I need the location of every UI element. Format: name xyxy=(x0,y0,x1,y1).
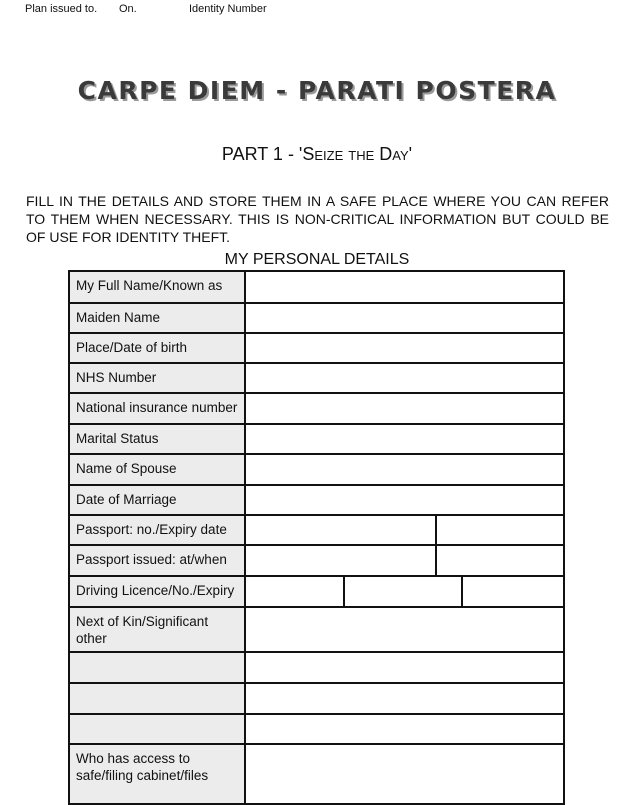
row-national-insurance xyxy=(70,394,563,425)
row-label: Place/Date of birth xyxy=(70,334,246,362)
row-blank xyxy=(70,653,563,684)
row-label: NHS Number xyxy=(70,364,246,392)
section-heading: MY PERSONAL DETAILS xyxy=(224,251,410,268)
document-title: CARPE DIEM - PARATI POSTERA xyxy=(77,76,557,105)
row-passport-issued xyxy=(70,546,563,577)
name-of-spouse-field[interactable] xyxy=(246,455,563,484)
row-date-of-marriage xyxy=(70,486,563,516)
row-passport-number-expiry xyxy=(70,516,563,546)
date-of-marriage-field[interactable] xyxy=(246,486,563,514)
row-label[interactable] xyxy=(70,684,246,713)
row-label: Who has access to safe/filing cabinet/files xyxy=(70,745,246,803)
row-maiden-name xyxy=(70,304,563,334)
row-label: National insurance number xyxy=(70,394,246,423)
full-name-field[interactable] xyxy=(246,272,563,302)
row-marital-status xyxy=(70,425,563,455)
access-to-files-field[interactable] xyxy=(246,745,563,803)
blank-field[interactable] xyxy=(246,684,563,713)
row-label: Passport: no./Expiry date xyxy=(70,516,246,544)
row-label[interactable] xyxy=(70,653,246,682)
row-label: Passport issued: at/when xyxy=(70,546,246,575)
instructions-text: FILL IN THE DETAILS AND STORE THEM IN A SAFE PLACE WHERE YOU CAN REFER TO THEM WHEN NECESSARY. THIS IS NON-CRITICAL INFORMATION BUT COULD BE OF USE FOR IDENTITY THEFT. xyxy=(26,193,609,245)
issued-on-label: On. xyxy=(119,3,137,15)
row-blank xyxy=(70,715,563,745)
row-access-to-files xyxy=(70,745,563,805)
row-label: My Full Name/Known as xyxy=(70,272,246,302)
row-label: Name of Spouse xyxy=(70,455,246,484)
row-label: Marital Status xyxy=(70,425,246,453)
row-blank xyxy=(70,684,563,715)
row-next-of-kin xyxy=(70,608,563,653)
row-label[interactable] xyxy=(70,715,246,743)
maiden-name-field[interactable] xyxy=(246,304,563,332)
row-full-name xyxy=(70,272,563,304)
row-driving-licence xyxy=(70,577,563,608)
row-label: Driving Licence/No./Expiry xyxy=(70,577,246,606)
nhs-number-field[interactable] xyxy=(246,364,563,392)
passport-expiry-field[interactable] xyxy=(435,516,563,544)
header-line xyxy=(0,3,620,19)
marital-status-field[interactable] xyxy=(246,425,563,453)
part-heading: PART 1 - 'Seize the Day' xyxy=(221,144,413,164)
passport-issued-when-field[interactable] xyxy=(435,546,563,575)
national-insurance-field[interactable] xyxy=(246,394,563,423)
personal-details-table xyxy=(68,270,565,805)
row-label: Next of Kin/Significant other xyxy=(70,608,246,651)
identity-number-label: Identity Number xyxy=(189,3,267,15)
passport-number-field[interactable] xyxy=(246,516,435,544)
next-of-kin-field[interactable] xyxy=(246,608,563,651)
row-nhs-number xyxy=(70,364,563,394)
blank-field[interactable] xyxy=(246,715,563,743)
row-label: Date of Marriage xyxy=(70,486,246,514)
driving-licence-number-field[interactable] xyxy=(343,577,461,606)
blank-field[interactable] xyxy=(246,653,563,682)
driving-licence-field[interactable] xyxy=(246,577,343,606)
place-date-of-birth-field[interactable] xyxy=(246,334,563,362)
row-place-date-of-birth xyxy=(70,334,563,364)
driving-licence-expiry-field[interactable] xyxy=(461,577,563,606)
passport-issued-at-field[interactable] xyxy=(246,546,435,575)
plan-issued-to-label: Plan issued to. xyxy=(25,3,98,15)
row-label: Maiden Name xyxy=(70,304,246,332)
row-name-of-spouse xyxy=(70,455,563,486)
